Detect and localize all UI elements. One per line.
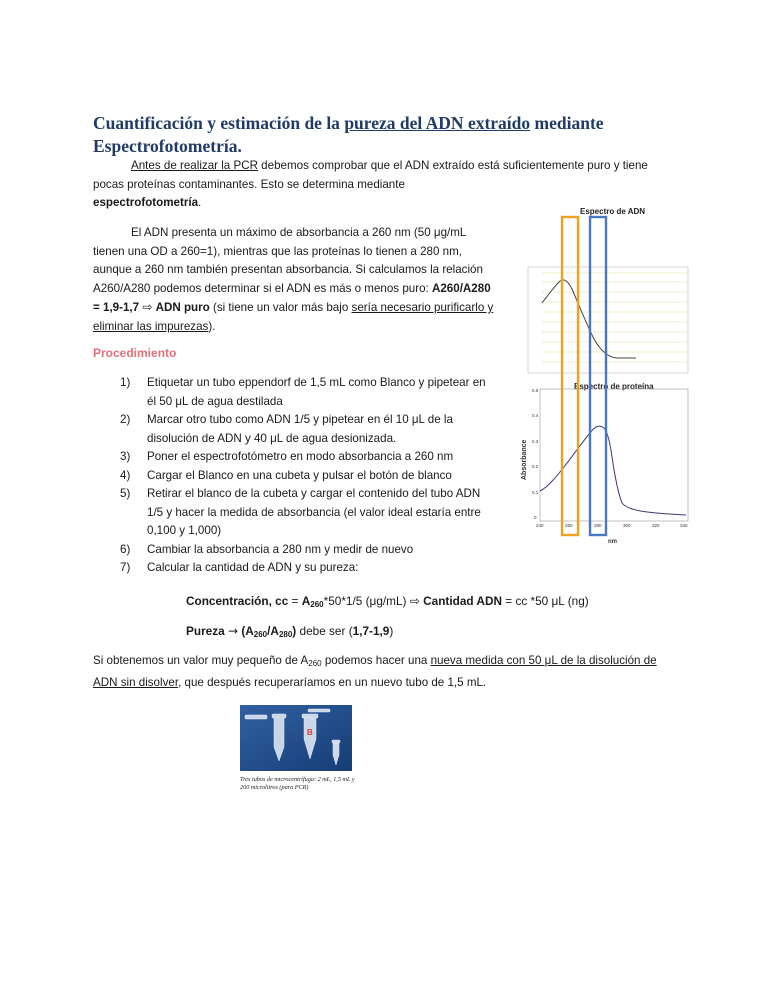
title-text: Cuantificación y estimación de la [93,113,345,133]
title-line2: Espectrofotometría. [93,136,242,156]
final-subscript: 260 [308,659,322,668]
step-number: 1) [120,376,131,389]
intro-line2: pocas proteínas contaminantes. Esto se determina mediante [93,177,405,191]
x-tick: 260 [565,523,573,528]
list-item [120,467,510,486]
step-line: Retirar el blanco de la cubeta y cargar el contenido del tubo ADN [147,487,481,500]
y-tick: 0.3 [532,439,539,444]
formula-a: A [301,594,311,608]
tube-label: B [307,728,313,737]
protein-x-ticks [536,523,688,528]
formula-text: /A [267,624,279,638]
intro-bold: espectrofotometría [93,196,199,209]
step-number: 4) [120,468,131,482]
pure-dna-label: ADN puro [155,301,210,314]
intro-text: debemos comprobar que el ADN extraído está suficientemente puro y tiene [257,159,648,172]
purity-formula [186,622,393,644]
step-number: 3) [120,450,131,463]
formula-text: = cc *50 μL (ng) [502,594,589,608]
protein-spectrum-plot [521,388,688,545]
spectra-figure [518,205,698,550]
y-tick: 0.4 [532,413,539,418]
formula-subscript: 280 [278,630,293,639]
title-text-end: mediante [530,113,604,133]
y-tick: 0.2 [532,464,539,469]
x-tick: 340 [680,523,688,528]
formula-text: ) [292,624,297,638]
section-heading: Procedimiento [93,346,177,360]
step-number: 2) [120,413,131,426]
arrow-icon: ⇨ [409,594,420,608]
protein-y-ticks [532,388,539,520]
list-item [120,448,510,467]
dna-paragraph [93,224,513,336]
x-tick: 300 [623,523,631,528]
formula-label: Concentración, cc [186,594,289,608]
step-line: Cargar el Blanco en una cubeta y pulsar el botón de blanco [147,468,452,482]
y-tick: 0 [534,515,537,520]
list-item [120,411,510,448]
para2-underlined-2: eliminar las impurezas [93,319,209,333]
title-underlined: pureza del ADN extraído [344,113,531,133]
step-line: Cambiar la absorbancia a 280 nm y medir de nuevo [147,542,414,556]
step-line: Calcular la cantidad de ADN y su pureza: [147,561,359,574]
arrow-icon: ⇨ [142,300,153,314]
y-axis-label: Absorbance [521,439,528,480]
concentration-formula [186,592,589,614]
procedure-list [120,374,510,578]
step-number: 7) [120,561,131,574]
formula-text: (A [241,624,254,638]
highlight-280nm [590,217,606,535]
final-text-end: , que después recuperaríamos en un nuevo tubo de 1,5 mL. [178,675,487,689]
list-item [120,559,510,578]
para2-line1: El ADN presenta un máximo de absorbancia a 260 nm (50 μg/mL [131,226,467,239]
para2-end: ). [208,319,216,333]
formula-text: = [288,594,302,608]
step-line: 1/5 y hacer la medida de absorbancia (el valor ideal estaría entre [147,505,481,519]
formula-label: Cantidad ADN [423,594,502,608]
final-underlined: nueva medida con 50 μL de la disolución de [430,654,657,667]
para2-line2: tienen una OD a 260=1), mientras que las proteínas lo tienen a 280 nm, [93,244,462,258]
intro-end: . [198,196,202,209]
formula-text: debe ser ( [296,624,353,638]
step-line: Marcar otro tubo como ADN 1/5 y pipetear en él 10 μL de la [147,413,453,426]
formula-text: ) [389,624,394,638]
formula-subscript: 260 [310,600,324,609]
tubes-photo [240,705,352,771]
step-number: 6) [120,542,131,556]
final-paragraph [93,652,693,692]
step-line: disolución de ADN y 40 μL de agua desionizada. [147,431,397,445]
para2-line5: (si tiene un valor más bajo [209,301,352,314]
step-line: Etiquetar un tubo eppendorf de 1,5 mL como Blanco y pipetear en [147,376,486,389]
x-axis-label: nm [608,539,617,545]
ratio-bold: A260/A280 [431,281,491,295]
step-line: 0,100 y 1,000) [147,524,222,537]
step-number: 5) [120,487,131,500]
para2-line4: A260/A280 podemos determinar si el ADN es más o menos puro: [93,281,432,295]
dna-plot-frame [528,267,688,373]
final-text: podemos hacer una [321,654,431,667]
highlight-260nm [562,217,578,535]
x-tick: 280 [594,523,602,528]
formula-label: Pureza [186,624,225,638]
protein-spectrum-title: Espectro de proteína [574,382,654,391]
final-underlined-2: ADN sin disolver [93,675,179,689]
dna-spectrum-plot [528,267,688,373]
formula-text: *50*1/5 (μg/mL) [323,594,407,608]
photo-caption: Tres tubos de microcentrífuga: 2 mL, 1,5 mL y 200 microlitros (para PCR) [240,776,355,791]
list-item [120,374,510,411]
y-tick: 0.5 [532,388,539,393]
para2-underlined: sería necesario purificarlo y [351,301,494,314]
intro-underlined: Antes de realizar la PCR [131,159,258,172]
step-line: él 50 μL de agua destilada [147,394,283,408]
step-line: Poner el espectrofotómetro en modo absorbancia a 260 nm [147,450,454,463]
formula-range: 1,7-1,9 [352,624,390,638]
ratio-range: = 1,9-1,7 [93,301,140,314]
arrow-icon: → [227,624,239,638]
formula-subscript: 260 [253,630,268,639]
list-item [120,541,510,560]
document-title [93,112,693,158]
y-tick: 0.1 [532,490,539,495]
x-tick: 240 [536,523,544,528]
final-text: Si obtenemos un valor muy pequeño de A [93,654,309,667]
list-item [120,485,510,541]
x-tick: 320 [652,523,660,528]
para2-line3: aunque a 260 nm también presentan absorbancia. Si calculamos la relación [93,263,483,276]
dna-spectrum-title: Espectro de ADN [580,207,646,216]
